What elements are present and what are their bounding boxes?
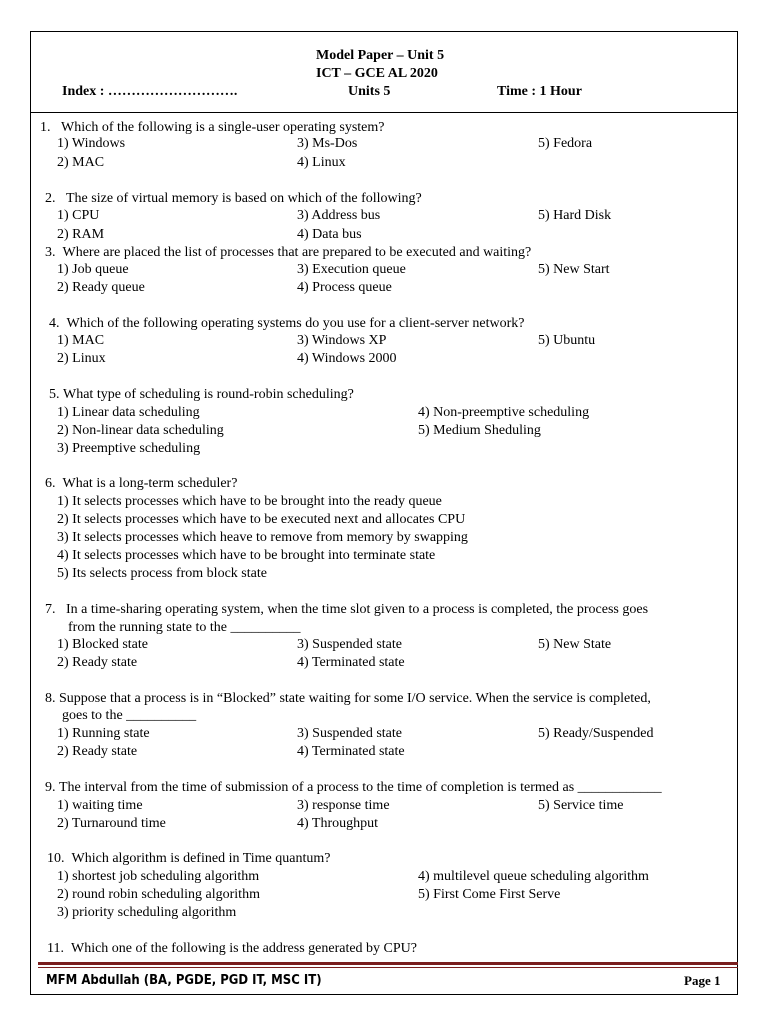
q10-option-3[interactable]: 3) priority scheduling algorithm xyxy=(57,905,237,920)
q2-option-2[interactable]: 2) RAM xyxy=(57,227,105,242)
q2-option-1[interactable]: 1) CPU xyxy=(57,208,100,223)
question-text: The interval from the time of submission of a process to the time of completion is termed as ____________ xyxy=(59,780,662,795)
paper-subtitle: ICT – GCE AL 2020 xyxy=(316,66,438,81)
q8-option-4[interactable]: 4) Terminated state xyxy=(297,744,405,759)
header-divider xyxy=(31,112,737,113)
q6-option-4[interactable]: 4) It selects processes which have to be brought into terminate state xyxy=(57,548,436,563)
q2-option-3[interactable]: 3) Address bus xyxy=(297,208,381,223)
question-number: 9. xyxy=(45,780,56,795)
question-7-continued: from the running state to the __________ xyxy=(68,620,301,635)
q8-option-2[interactable]: 2) Ready state xyxy=(57,744,138,759)
paper-title: Model Paper – Unit 5 xyxy=(316,48,445,63)
q7-option-1[interactable]: 1) Blocked state xyxy=(57,637,148,652)
question-text: Which of the following is a single-user operating system? xyxy=(61,120,385,135)
q10-option-1[interactable]: 1) shortest job scheduling algorithm xyxy=(57,869,260,884)
q9-option-2[interactable]: 2) Turnaround time xyxy=(57,816,166,831)
question-number: 3. xyxy=(45,245,56,260)
question-text: Where are placed the list of processes that are prepared to be executed and waiting? xyxy=(62,245,532,260)
q8-option-3[interactable]: 3) Suspended state xyxy=(297,726,402,741)
q3-option-5[interactable]: 5) New Start xyxy=(538,262,610,277)
question-number: 10. xyxy=(47,851,65,866)
q9-option-4[interactable]: 4) Throughput xyxy=(297,816,379,831)
question-1 xyxy=(40,120,384,136)
q3-option-4[interactable]: 4) Process queue xyxy=(297,280,392,295)
question-text: Which of the following operating systems do you use for a client-server network? xyxy=(66,316,525,331)
q8-option-5[interactable]: 5) Ready/Suspended xyxy=(538,726,654,741)
q1-option-2[interactable]: 2) MAC xyxy=(57,155,105,170)
question-number: 4. xyxy=(49,316,60,331)
q2-option-4[interactable]: 4) Data bus xyxy=(297,227,362,242)
q5-option-4[interactable]: 4) Non-preemptive scheduling xyxy=(418,405,590,420)
question-number: 7. xyxy=(45,602,56,617)
q6-option-1[interactable]: 1) It selects processes which have to be brought into the ready queue xyxy=(57,494,442,509)
q10-option-4[interactable]: 4) multilevel queue scheduling algorithm xyxy=(418,869,649,884)
q7-option-2[interactable]: 2) Ready state xyxy=(57,655,138,670)
question-10 xyxy=(47,851,330,867)
q5-option-3[interactable]: 3) Preemptive scheduling xyxy=(57,441,201,456)
question-text: What is a long-term scheduler? xyxy=(62,476,238,491)
q8-option-1[interactable]: 1) Running state xyxy=(57,726,150,741)
question-text: Which algorithm is defined in Time quantum? xyxy=(71,851,331,866)
question-text: Which one of the following is the address generated by CPU? xyxy=(70,941,418,956)
q7-option-3[interactable]: 3) Suspended state xyxy=(297,637,402,652)
question-number: 8. xyxy=(45,691,56,706)
q1-option-1[interactable]: 1) Windows xyxy=(57,136,126,151)
q3-option-1[interactable]: 1) Job queue xyxy=(57,262,129,277)
footer-author: MFM Abdullah (BA, PGDE, PGD IT, MSC IT) xyxy=(46,973,322,988)
time-label: Time : 1 Hour xyxy=(497,84,582,99)
q6-option-5[interactable]: 5) Its selects process from block state xyxy=(57,566,267,581)
q3-option-3[interactable]: 3) Execution queue xyxy=(297,262,406,277)
question-6 xyxy=(45,476,237,492)
units-label: Units 5 xyxy=(348,84,391,99)
q5-option-5[interactable]: 5) Medium Sheduling xyxy=(418,423,541,438)
question-11 xyxy=(47,941,417,957)
question-number: 2. xyxy=(45,191,56,206)
question-8-continued: goes to the __________ xyxy=(62,708,197,723)
q7-option-5[interactable]: 5) New State xyxy=(538,637,612,652)
q7-option-4[interactable]: 4) Terminated state xyxy=(297,655,405,670)
q6-option-2[interactable]: 2) It selects processes which have to be executed next and allocates CPU xyxy=(57,512,466,527)
q4-option-2[interactable]: 2) Linux xyxy=(57,351,106,366)
q1-option-4[interactable]: 4) Linux xyxy=(297,155,346,170)
q10-option-5[interactable]: 5) First Come First Serve xyxy=(418,887,561,902)
question-number: 5. xyxy=(49,387,60,402)
q1-option-3[interactable]: 3) Ms-Dos xyxy=(297,136,358,151)
q4-option-3[interactable]: 3) Windows XP xyxy=(297,333,387,348)
index-label: Index : ………………………. xyxy=(62,84,238,99)
page-number: Page 1 xyxy=(684,973,721,988)
q9-option-3[interactable]: 3) response time xyxy=(297,798,390,813)
footer-rule-thin xyxy=(38,967,738,968)
question-number: 11. xyxy=(47,941,64,956)
q6-option-3[interactable]: 3) It selects processes which heave to remove from memory by swapping xyxy=(57,530,468,545)
question-4 xyxy=(49,316,524,332)
q10-option-2[interactable]: 2) round robin scheduling algorithm xyxy=(57,887,260,902)
q1-option-5[interactable]: 5) Fedora xyxy=(538,136,593,151)
question-2 xyxy=(45,191,422,207)
question-text: Suppose that a process is in “Blocked” state waiting for some I/O service. When the service is completed, xyxy=(59,691,651,706)
q4-option-5[interactable]: 5) Ubuntu xyxy=(538,333,596,348)
question-7 xyxy=(45,602,648,618)
question-5 xyxy=(49,387,354,403)
q5-option-1[interactable]: 1) Linear data scheduling xyxy=(57,405,200,420)
q2-option-5[interactable]: 5) Hard Disk xyxy=(538,208,612,223)
q5-option-2[interactable]: 2) Non-linear data scheduling xyxy=(57,423,224,438)
question-text: What type of scheduling is round-robin scheduling? xyxy=(63,387,354,402)
q9-option-1[interactable]: 1) waiting time xyxy=(57,798,143,813)
question-9 xyxy=(45,780,662,796)
question-text: The size of virtual memory is based on which of the following? xyxy=(66,191,422,206)
question-number: 1. xyxy=(40,120,51,135)
q4-option-1[interactable]: 1) MAC xyxy=(57,333,105,348)
q4-option-4[interactable]: 4) Windows 2000 xyxy=(297,351,397,366)
footer-rule-thick xyxy=(38,962,738,965)
question-8 xyxy=(45,691,651,707)
question-text: In a time-sharing operating system, when the time slot given to a process is completed, the process goes xyxy=(66,602,649,617)
question-number: 6. xyxy=(45,476,56,491)
q3-option-2[interactable]: 2) Ready queue xyxy=(57,280,145,295)
question-3 xyxy=(45,245,531,261)
q9-option-5[interactable]: 5) Service time xyxy=(538,798,624,813)
